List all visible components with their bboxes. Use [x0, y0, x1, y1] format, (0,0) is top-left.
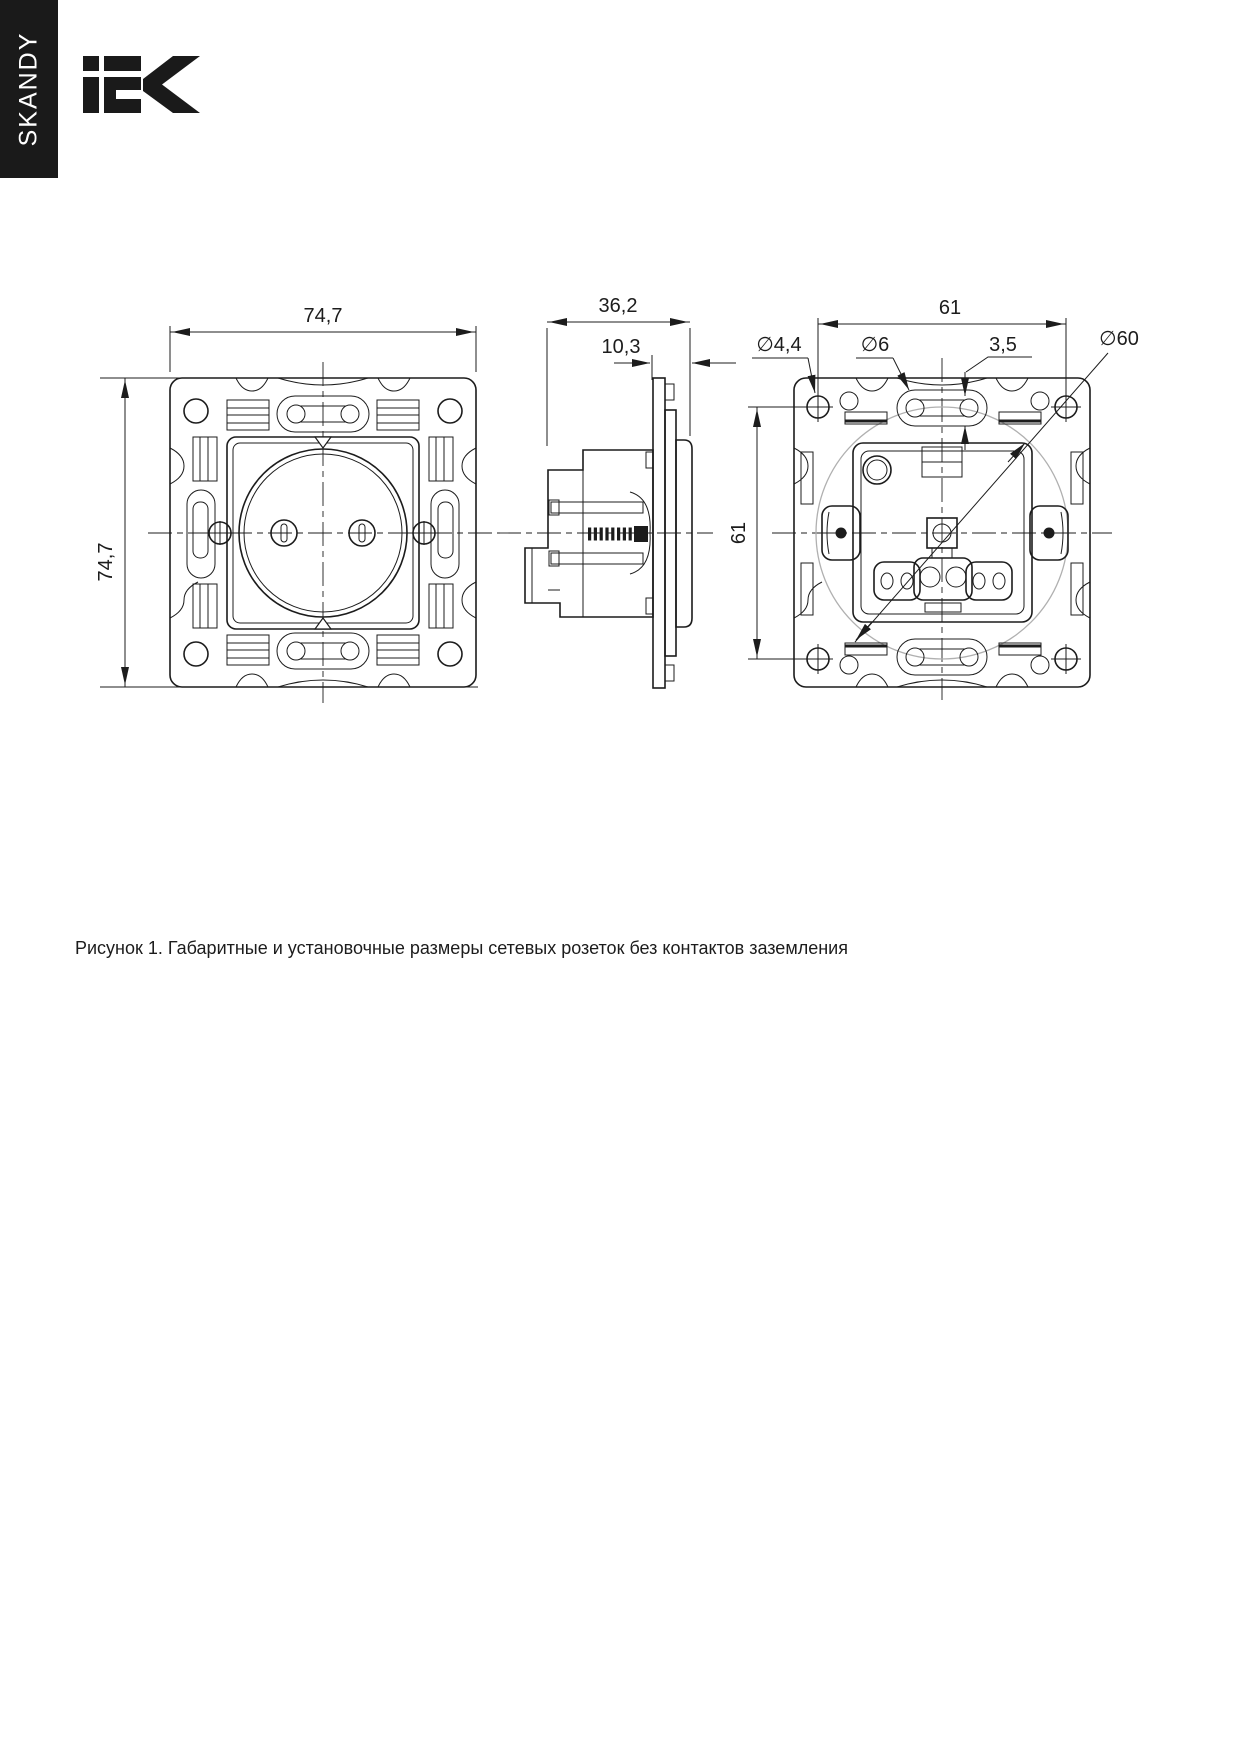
dim-side-depth: [547, 295, 690, 446]
front-corner-hole: [438, 399, 462, 423]
rear-terminals: [874, 558, 1012, 612]
dim-side-cover-depth: [602, 336, 736, 380]
front-corner-hole: [438, 642, 462, 666]
front-view-drawing: [95, 305, 500, 703]
callout-screw-hole: [752, 334, 815, 393]
callout-claw-hole: [856, 334, 909, 390]
side-claw-screw: [588, 526, 648, 542]
rear-aux-hole: [1031, 656, 1049, 674]
front-corner-hole: [184, 399, 208, 423]
series-tab-label: SKANDY: [14, 31, 43, 147]
side-view-drawing: [497, 295, 736, 688]
front-left-kidney-slot: [187, 490, 215, 578]
dim-label-front-height: 74,7: [95, 542, 117, 582]
dim-label-side-cover-depth: 10,3: [601, 336, 641, 358]
figure-caption: Рисунок 1. Габаритные и установочные размеры сетевых розеток без контактов заземления: [75, 938, 848, 958]
side-cover-plate: [676, 440, 692, 627]
rear-aux-hole: [1031, 392, 1049, 410]
front-corner-hole: [184, 642, 208, 666]
dim-label-screw-hole: ∅4,4: [756, 334, 802, 356]
dim-front-width: [170, 305, 476, 372]
dim-label-rear-height: 61: [728, 521, 750, 545]
rear-aux-hole: [840, 392, 858, 410]
dim-label-front-width: 74,7: [303, 305, 343, 327]
callout-installation-circle: [855, 328, 1139, 642]
rear-aux-hole: [840, 656, 858, 674]
dim-label-side-depth: 36,2: [598, 295, 638, 317]
dim-label-slot-width: 3,5: [989, 334, 1017, 356]
callout-slot-width: [965, 334, 1032, 450]
rear-view-drawing: [728, 297, 1139, 700]
dim-label-claw-hole: ∅6: [860, 334, 890, 356]
dim-label-installation-circle: ∅60: [1099, 328, 1139, 350]
dim-label-rear-width: 61: [938, 297, 962, 319]
